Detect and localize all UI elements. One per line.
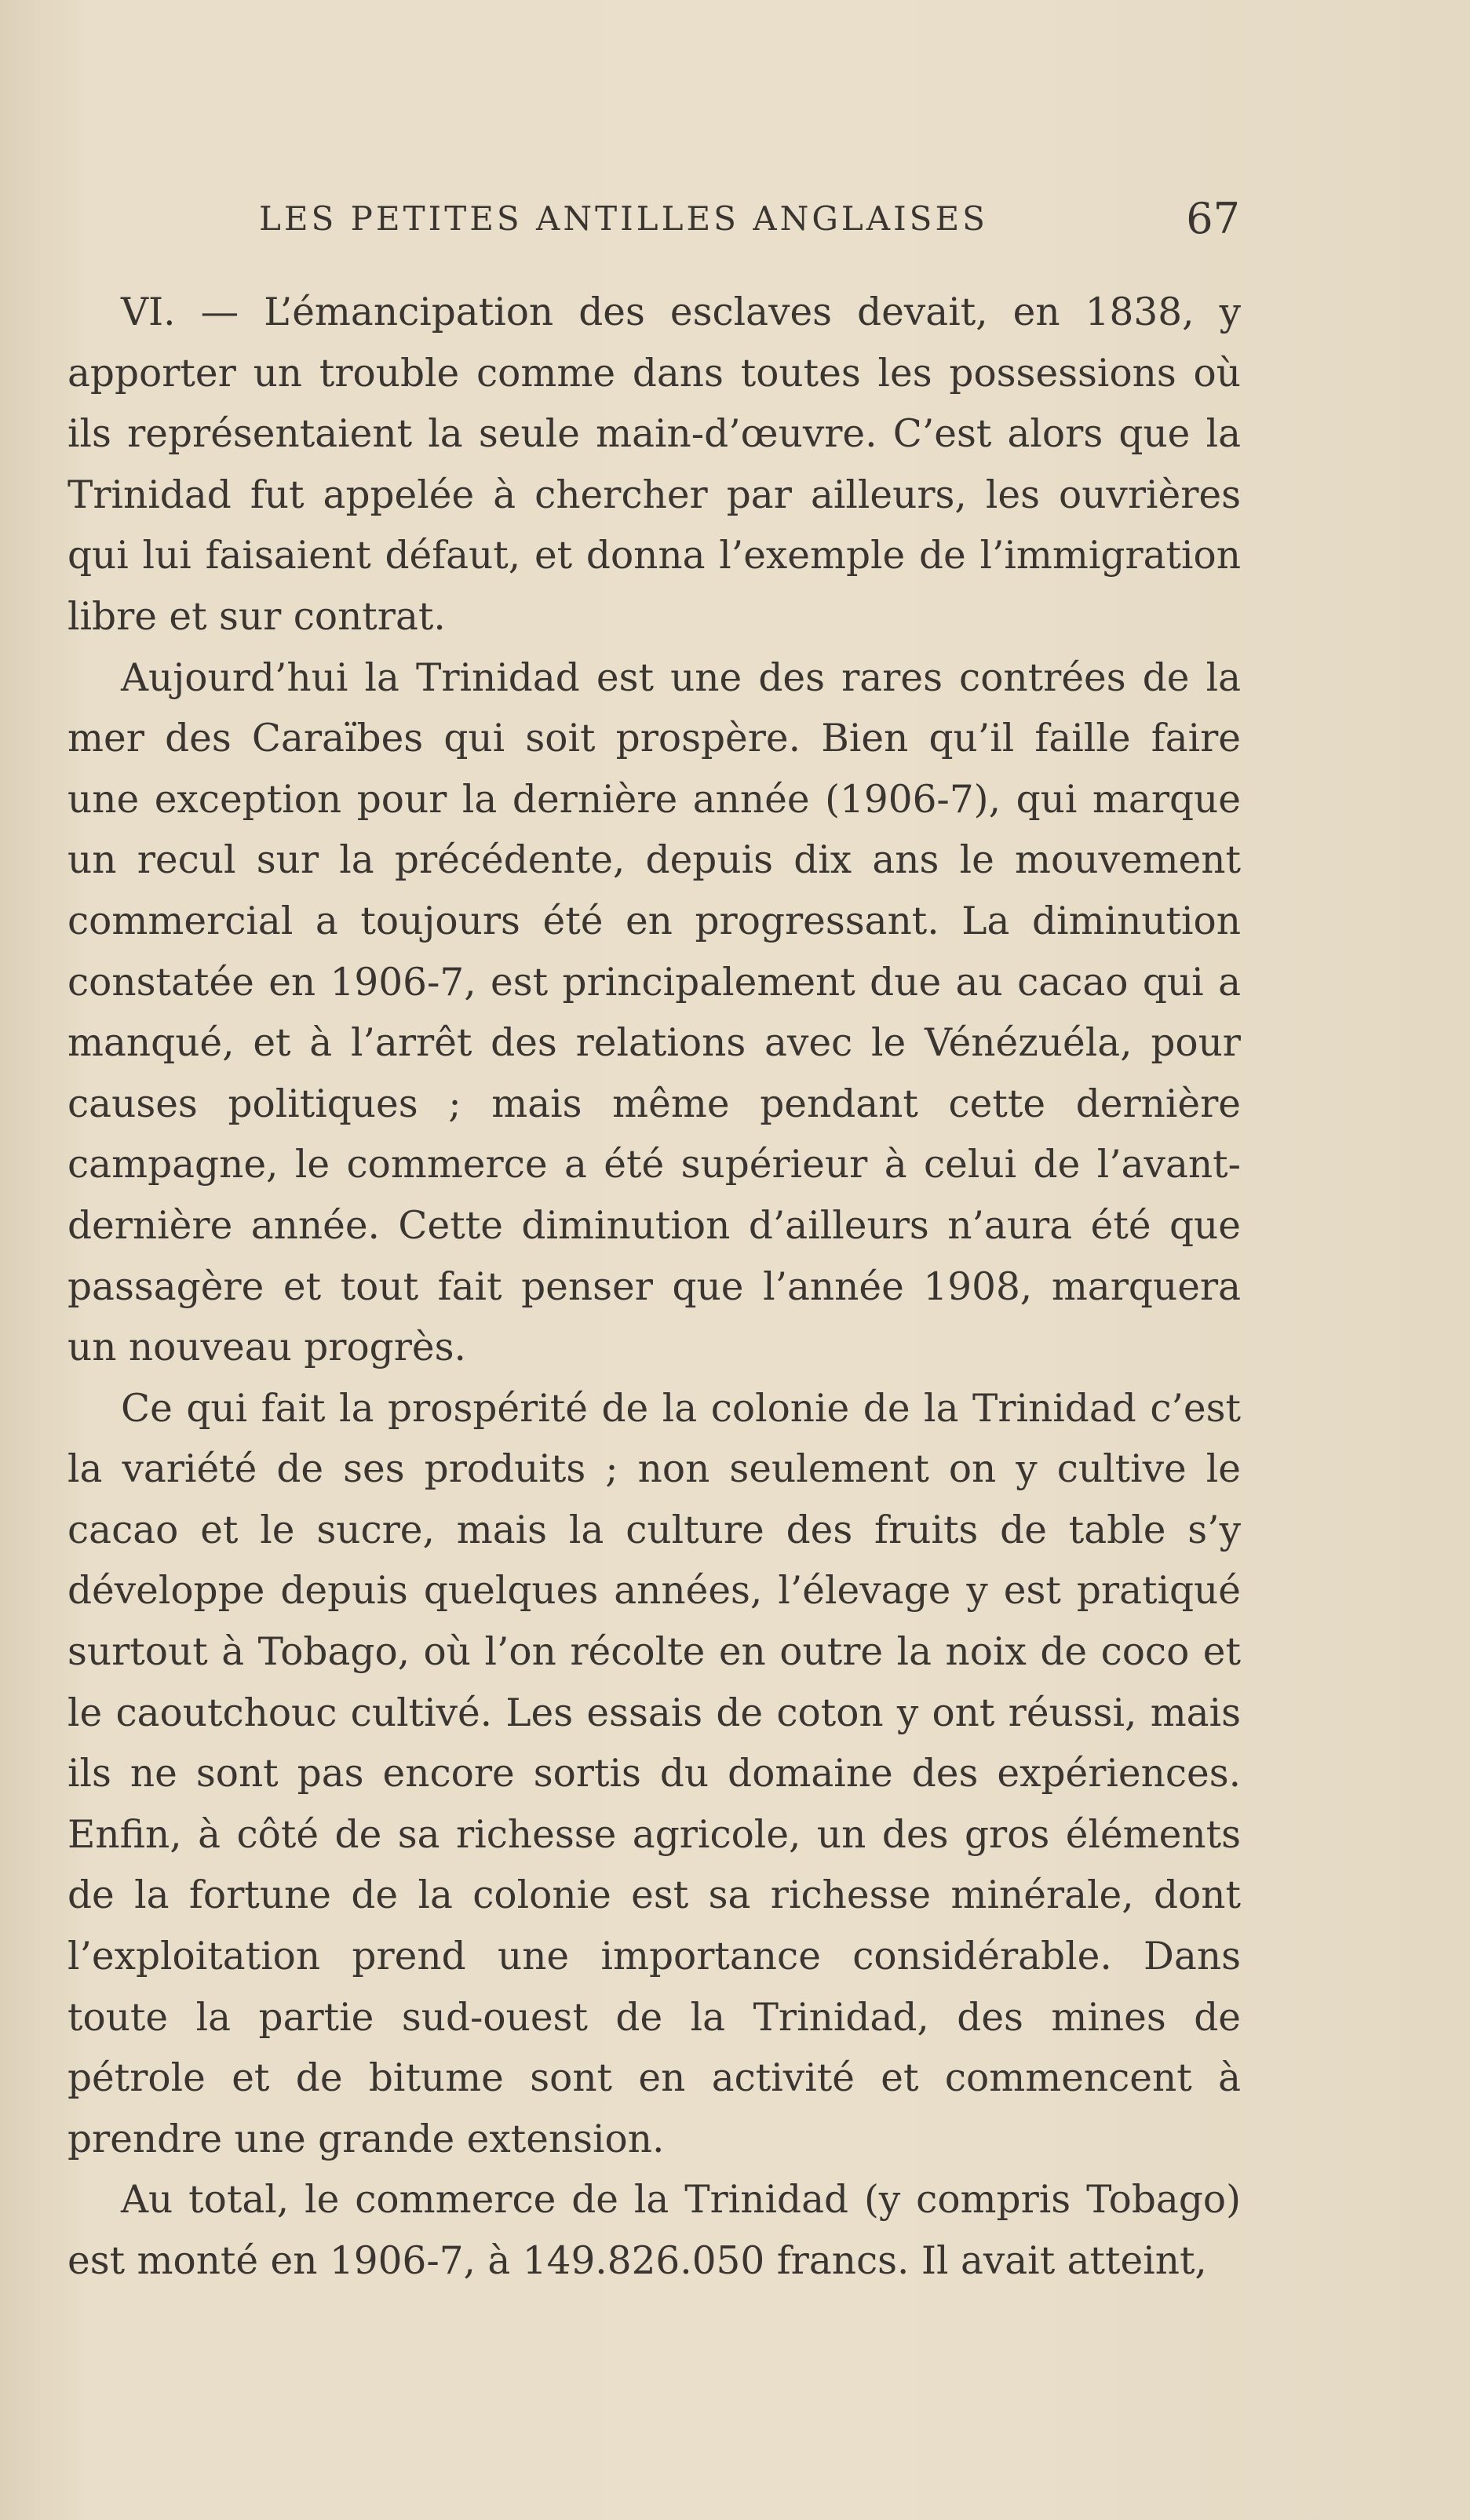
body-text — [67, 283, 1241, 2292]
paragraph-products: Ce qui fait la prospérité de la colonie de la Trinidad c’est la variété de ses produits ; non seulement on y cultive le cacao et le sucre, mais la culture des fruits de table s’y développe depuis quelques années, l’élevage y est pratiqué surtout à Tobago, où l’on récolte en outre la noix de coco et le caoutchouc cultivé. Les essais de coton y ont réussi, mais ils ne sont pas encore sortis du domaine des expériences. Enfin, à côté de sa richesse agricole, un des gros éléments de la fortune de la colonie est sa richesse minérale, dont l’exploitation prend une importance considérable. Dans toute la partie sud-ouest de la Trinidad, des mines de pétrole et de bitume sont en activité et commencent à prendre une grande extension. — [67, 1386, 1241, 2161]
page-header — [259, 191, 1240, 246]
paragraph-commerce-total: Au total, le commerce de la Trinidad (y compris Tobago) est monté en 1906-7, à 149.826.050 francs. Il avait atteint, — [67, 2178, 1241, 2283]
paragraph-prosperity: Aujourd’hui la Trinidad est une des rares contrées de la mer des Caraïbes qui soit prospère. Bien qu’il faille faire une exception pour la dernière année (1906-7), qui marque un recul sur la précédente, depuis dix ans le mouvement commercial a toujours été en progressant. La diminution constatée en 1906-7, est principalement due au cacao qui a manqué, et à l’arrêt des relations avec le Vénézuéla, pour causes politiques ; mais même pendant cette dernière campagne, le commerce a été supérieur à celui de l’avant-dernière année. Cette diminution d’ailleurs n’aura été que passagère et tout fait penser que l’année 1908, marquera un nouveau progrès. — [67, 655, 1241, 1370]
page-number: 67 — [1186, 194, 1240, 243]
paragraph-emancipation: VI. — L’émancipation des esclaves devait, en 1838, y apporter un trouble comme dans toutes les possessions où ils représentaient la seule main-d’œuvre. C’est alors que la Trinidad fut appelée à chercher par ailleurs, les ouvrières qui lui faisaient défaut, et donna l’exemple de l’immigration libre et sur contrat. — [67, 290, 1241, 639]
running-title: LES PETITES ANTILLES ANGLAISES — [259, 199, 988, 238]
